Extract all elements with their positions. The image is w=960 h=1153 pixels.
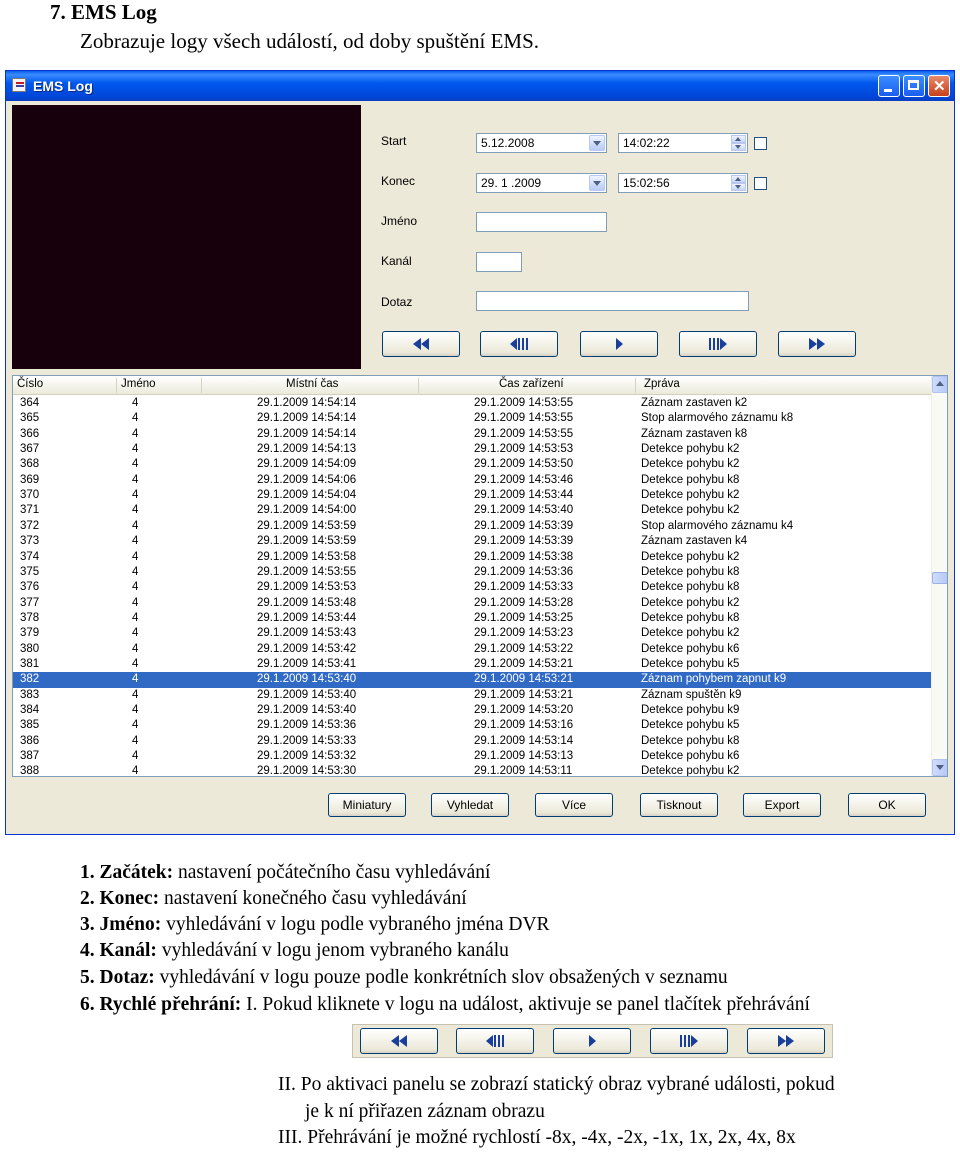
query-label: Dotaz — [381, 295, 413, 309]
start-date-select[interactable] — [476, 133, 607, 153]
table-cell: 29.1.2009 14:53:55 — [257, 565, 357, 578]
table-cell: 29.1.2009 14:53:53 — [257, 581, 357, 594]
table-row[interactable] — [13, 672, 931, 687]
table-row[interactable] — [13, 534, 931, 549]
end-enable-checkbox[interactable] — [754, 177, 767, 190]
table-cell: Detekce pohybu k6 — [641, 642, 740, 655]
table-cell: 4 — [132, 565, 139, 578]
table-cell: 376 — [20, 581, 40, 594]
table-cell: 377 — [20, 596, 40, 609]
end-date-select[interactable] — [476, 173, 607, 193]
table-cell: 29.1.2009 14:53:41 — [257, 657, 357, 670]
note-item: 5. Dotaz: vyhledávání v logu pouze podle konkrétních slov obsažených v seznamu — [80, 967, 728, 988]
table-cell: 4 — [132, 489, 139, 502]
table-cell: Detekce pohybu k2 — [641, 489, 740, 502]
table-cell: 29.1.2009 14:53:32 — [257, 750, 357, 763]
table-cell: Detekce pohybu k2 — [641, 765, 740, 777]
play-button — [553, 1028, 631, 1054]
table-row[interactable] — [13, 565, 931, 580]
scroll-thumb[interactable] — [932, 572, 948, 584]
table-cell: 29.1.2009 14:53:55 — [474, 397, 574, 409]
table-cell: 4 — [132, 443, 139, 456]
table-row[interactable] — [13, 411, 931, 426]
table-cell: 388 — [20, 765, 40, 777]
table-cell: Detekce pohybu k2 — [641, 504, 740, 517]
start-time-spinner[interactable] — [618, 133, 748, 153]
table-cell: 368 — [20, 458, 40, 471]
table-cell: 4 — [132, 397, 139, 409]
table-cell: 4 — [132, 657, 139, 670]
table-cell: 29.1.2009 14:53:39 — [474, 519, 574, 532]
note-iii: III. Přehrávání je možné rychlostí -8x, -4x, -2x, -1x, 1x, 2x, 4x, 8x — [278, 1127, 796, 1148]
start-enable-checkbox[interactable] — [754, 137, 767, 150]
table-cell: 29.1.2009 14:53:11 — [474, 765, 573, 777]
column-header-device-time[interactable]: Čas zařízení — [418, 378, 635, 393]
start-date-value: 5.12.2008 — [481, 136, 535, 150]
step-back-button[interactable] — [480, 331, 558, 357]
table-cell: 370 — [20, 489, 40, 502]
table-cell: 29.1.2009 14:53:48 — [257, 596, 357, 609]
start-time-value: 14:02:22 — [623, 136, 670, 150]
table-row[interactable] — [13, 396, 931, 411]
note-item: 6. Rychlé přehrání: I. Pokud kliknete v logu na událost, aktivuje se panel tlačítek přehrávání — [80, 994, 810, 1015]
table-cell: 29.1.2009 14:53:25 — [474, 611, 574, 624]
table-cell: 4 — [132, 734, 139, 747]
table-row[interactable] — [13, 457, 931, 472]
time-spin-buttons[interactable] — [731, 175, 746, 191]
table-cell: 369 — [20, 473, 40, 486]
step-forward-button[interactable] — [679, 331, 757, 357]
table-cell: Záznam zastaven k4 — [641, 535, 748, 548]
fast-forward-button — [747, 1028, 825, 1054]
table-row[interactable] — [13, 488, 931, 503]
table-cell: 29.1.2009 14:53:21 — [474, 673, 574, 686]
table-cell: 29.1.2009 14:53:33 — [257, 734, 357, 747]
table-cell: 367 — [20, 443, 40, 456]
table-cell: 4 — [132, 673, 139, 686]
table-cell: 4 — [132, 627, 139, 640]
table-cell: 29.1.2009 14:53:40 — [474, 504, 574, 517]
table-cell: Detekce pohybu k2 — [641, 458, 740, 471]
window-title: EMS Log — [33, 78, 93, 94]
app-icon — [12, 78, 26, 92]
table-row[interactable] — [13, 642, 931, 657]
table-cell: 378 — [20, 611, 40, 624]
name-input[interactable] — [476, 212, 607, 232]
table-cell: 29.1.2009 14:53:36 — [257, 719, 357, 732]
spin-down-icon[interactable] — [731, 143, 746, 151]
table-cell: 29.1.2009 14:53:36 — [474, 565, 574, 578]
table-cell: 29.1.2009 14:53:21 — [474, 657, 574, 670]
note-ii-line1: II. Po aktivaci panelu se zobrazí statický obraz vybrané události, pokud — [278, 1074, 835, 1095]
end-time-spinner[interactable] — [618, 173, 748, 193]
end-label: Konec — [381, 174, 416, 188]
table-row[interactable] — [13, 580, 931, 595]
table-cell: 29.1.2009 14:53:14 — [474, 734, 574, 747]
fast-rewind-button — [360, 1028, 438, 1054]
table-row[interactable] — [13, 503, 931, 518]
play-icon — [608, 337, 630, 351]
table-cell: Záznam pohybem zapnut k9 — [641, 673, 787, 686]
name-label: Jméno — [381, 214, 418, 228]
table-cell: Stop alarmového záznamu k8 — [641, 412, 794, 425]
table-cell: 29.1.2009 14:53:33 — [474, 581, 574, 594]
step-forward-icon — [707, 337, 729, 351]
channel-label: Kanál — [381, 254, 412, 268]
scroll-down-icon[interactable] — [932, 759, 948, 776]
column-header-message[interactable]: Zpráva — [635, 378, 931, 393]
fast-rewind-icon — [388, 1034, 410, 1048]
table-cell: Detekce pohybu k9 — [641, 704, 740, 716]
table-cell: 373 — [20, 535, 40, 548]
table-cell: 29.1.2009 14:53:43 — [257, 627, 357, 640]
table-cell: 29.1.2009 14:53:58 — [257, 550, 357, 563]
table-cell: 29.1.2009 14:54:14 — [257, 412, 357, 425]
table-row[interactable] — [13, 718, 931, 733]
table-row[interactable] — [13, 734, 931, 749]
video-preview — [12, 105, 361, 369]
table-cell: 4 — [132, 719, 139, 732]
step-forward-icon — [678, 1034, 700, 1048]
table-cell: 4 — [132, 458, 139, 471]
table-row[interactable] — [13, 657, 931, 672]
end-date-value: 29. 1 .2009 — [481, 176, 542, 190]
fast-forward-icon — [775, 1034, 797, 1048]
table-row[interactable] — [13, 688, 931, 703]
table-cell: 365 — [20, 412, 40, 425]
table-cell: 29.1.2009 14:53:20 — [474, 704, 574, 716]
table-cell: 366 — [20, 427, 40, 440]
table-cell: 4 — [132, 765, 139, 777]
thumbnails-button[interactable]: Miniatury — [328, 793, 406, 817]
table-cell: Detekce pohybu k8 — [641, 565, 740, 578]
table-cell: 29.1.2009 14:53:39 — [474, 535, 574, 548]
table-cell: 29.1.2009 14:53:40 — [257, 673, 357, 686]
table-cell: Detekce pohybu k2 — [641, 550, 740, 563]
table-cell: 29.1.2009 14:54:14 — [257, 427, 357, 440]
table-cell: Záznam spuštěn k9 — [641, 688, 742, 701]
title-bar[interactable] — [6, 71, 954, 101]
vertical-scrollbar[interactable] — [931, 376, 948, 776]
table-cell: 4 — [132, 750, 139, 763]
column-header-local-time[interactable]: Místní čas — [201, 378, 418, 393]
table-row[interactable] — [13, 596, 931, 611]
note-item: 2. Konec: nastavení konečného času vyhledávání — [80, 888, 467, 909]
table-cell: 372 — [20, 519, 40, 532]
table-cell: 29.1.2009 14:53:30 — [257, 765, 357, 777]
spin-up-icon[interactable] — [731, 175, 746, 183]
table-cell: 29.1.2009 14:53:42 — [257, 642, 357, 655]
table-cell: 29.1.2009 14:54:09 — [257, 458, 357, 471]
table-cell: 383 — [20, 688, 40, 701]
table-cell: 4 — [132, 704, 139, 716]
ok-button[interactable]: OK — [848, 793, 926, 817]
more-button[interactable]: Více — [535, 793, 613, 817]
export-button[interactable]: Export — [743, 793, 821, 817]
table-row[interactable] — [13, 764, 931, 777]
table-cell: 374 — [20, 550, 40, 563]
fast-forward-button[interactable] — [778, 331, 856, 357]
table-cell: 29.1.2009 14:53:53 — [474, 443, 574, 456]
table-cell: 4 — [132, 581, 139, 594]
table-cell: 385 — [20, 719, 40, 732]
play-button[interactable] — [580, 331, 658, 357]
time-spin-buttons[interactable] — [731, 135, 746, 151]
table-cell: 381 — [20, 657, 40, 670]
note-item: 3. Jméno: vyhledávání v logu podle vybraného jména DVR — [80, 914, 550, 935]
table-cell: 29.1.2009 14:53:21 — [474, 688, 574, 701]
table-cell: 4 — [132, 473, 139, 486]
section-subtitle: Zobrazuje logy všech událostí, od doby spuštění EMS. — [80, 29, 540, 53]
table-cell: 4 — [132, 688, 139, 701]
table-cell: 29.1.2009 14:53:59 — [257, 535, 357, 548]
column-header-number[interactable]: Číslo — [17, 378, 44, 390]
note-ii-line2: je k ní přiřazen záznam obrazu — [305, 1101, 545, 1122]
table-cell: 4 — [132, 550, 139, 563]
table-cell: 29.1.2009 14:53:59 — [257, 519, 357, 532]
list-header — [13, 376, 931, 395]
table-cell: 29.1.2009 14:53:28 — [474, 596, 574, 609]
table-row[interactable] — [13, 519, 931, 534]
table-cell: 386 — [20, 734, 40, 747]
fast-rewind-icon — [410, 337, 432, 351]
table-cell: 29.1.2009 14:54:14 — [257, 397, 357, 409]
table-cell: 4 — [132, 427, 139, 440]
table-cell: Detekce pohybu k8 — [641, 581, 740, 594]
table-cell: 4 — [132, 642, 139, 655]
table-cell: 29.1.2009 14:54:04 — [257, 489, 357, 502]
table-cell: 4 — [132, 596, 139, 609]
table-row[interactable] — [13, 427, 931, 442]
end-time-value: 15:02:56 — [623, 176, 670, 190]
table-cell: Detekce pohybu k2 — [641, 627, 740, 640]
search-button[interactable]: Vyhledat — [431, 793, 509, 817]
table-cell: 4 — [132, 519, 139, 532]
table-cell: 29.1.2009 14:53:38 — [474, 550, 574, 563]
step-back-icon — [508, 337, 530, 351]
table-cell: Detekce pohybu k2 — [641, 443, 740, 456]
close-button[interactable] — [928, 75, 950, 97]
table-cell: 29.1.2009 14:54:13 — [257, 443, 357, 456]
table-cell: 364 — [20, 397, 40, 409]
table-cell: 29.1.2009 14:53:16 — [474, 719, 574, 732]
print-button[interactable]: Tisknout — [640, 793, 718, 817]
maximize-button[interactable] — [903, 75, 925, 97]
ems-log-window — [5, 70, 955, 835]
table-cell: 387 — [20, 750, 40, 763]
spin-up-icon[interactable] — [731, 135, 746, 143]
fast-forward-icon — [806, 337, 828, 351]
table-cell: 29.1.2009 14:54:00 — [257, 504, 357, 517]
table-cell: 379 — [20, 627, 40, 640]
spin-down-icon[interactable] — [731, 183, 746, 191]
section-heading: 7. EMS Log — [50, 0, 157, 24]
channel-input[interactable] — [476, 252, 522, 272]
chevron-down-icon[interactable] — [589, 175, 605, 191]
table-cell: 29.1.2009 14:53:55 — [474, 412, 574, 425]
step-forward-button — [650, 1028, 728, 1054]
table-cell: 4 — [132, 535, 139, 548]
column-header-name[interactable]: Jméno — [116, 378, 201, 393]
table-cell: 29.1.2009 14:53:40 — [257, 688, 357, 701]
table-cell: 375 — [20, 565, 40, 578]
table-cell: 371 — [20, 504, 40, 517]
step-back-button — [456, 1028, 534, 1054]
table-cell: Detekce pohybu k6 — [641, 750, 740, 763]
start-label: Start — [381, 134, 407, 148]
table-cell: 29.1.2009 14:53:44 — [257, 611, 357, 624]
query-input[interactable] — [476, 291, 749, 311]
table-cell: Záznam zastaven k2 — [641, 397, 748, 409]
table-row[interactable] — [13, 442, 931, 457]
table-row[interactable] — [13, 703, 931, 718]
table-cell: 29.1.2009 14:53:22 — [474, 642, 574, 655]
table-cell: 29.1.2009 14:53:50 — [474, 458, 574, 471]
table-row[interactable] — [13, 626, 931, 641]
table-cell: 384 — [20, 704, 40, 716]
table-cell: 29.1.2009 14:53:55 — [474, 427, 574, 440]
note-item: 1. Začátek: nastavení počátečního času vyhledávání — [80, 862, 491, 883]
table-cell: 29.1.2009 14:53:13 — [474, 750, 574, 763]
table-cell: Detekce pohybu k2 — [641, 596, 740, 609]
table-cell: 29.1.2009 14:53:46 — [474, 473, 574, 486]
event-log-list[interactable] — [12, 375, 948, 777]
table-cell: 29.1.2009 14:53:44 — [474, 489, 574, 502]
table-cell: 29.1.2009 14:53:40 — [257, 704, 357, 716]
table-cell: Detekce pohybu k8 — [641, 734, 740, 747]
playback-panel-illustration — [352, 1024, 833, 1058]
window-client — [10, 101, 950, 830]
table-cell: 29.1.2009 14:53:23 — [474, 627, 574, 640]
table-cell: 4 — [132, 412, 139, 425]
table-cell: 29.1.2009 14:54:06 — [257, 473, 357, 486]
step-back-icon — [484, 1034, 506, 1048]
table-row[interactable] — [13, 550, 931, 565]
table-cell: Detekce pohybu k8 — [641, 611, 740, 624]
note-item: 4. Kanál: vyhledávání v logu jenom vybraného kanálu — [80, 940, 509, 961]
play-icon — [581, 1034, 603, 1048]
table-cell: 4 — [132, 504, 139, 517]
table-cell: Detekce pohybu k5 — [641, 719, 740, 732]
fast-rewind-button[interactable] — [382, 331, 460, 357]
table-cell: Záznam zastaven k8 — [641, 427, 748, 440]
table-row[interactable] — [13, 749, 931, 764]
table-cell: Detekce pohybu k8 — [641, 473, 740, 486]
table-cell: 4 — [132, 611, 139, 624]
minimize-button[interactable] — [878, 75, 900, 97]
chevron-down-icon[interactable] — [589, 135, 605, 151]
table-cell: Stop alarmového záznamu k4 — [641, 519, 794, 532]
table-row[interactable] — [13, 473, 931, 488]
scroll-up-icon[interactable] — [932, 376, 948, 393]
table-cell: 380 — [20, 642, 40, 655]
table-row[interactable] — [13, 611, 931, 626]
table-cell: 382 — [20, 673, 40, 686]
table-cell: Detekce pohybu k5 — [641, 657, 740, 670]
